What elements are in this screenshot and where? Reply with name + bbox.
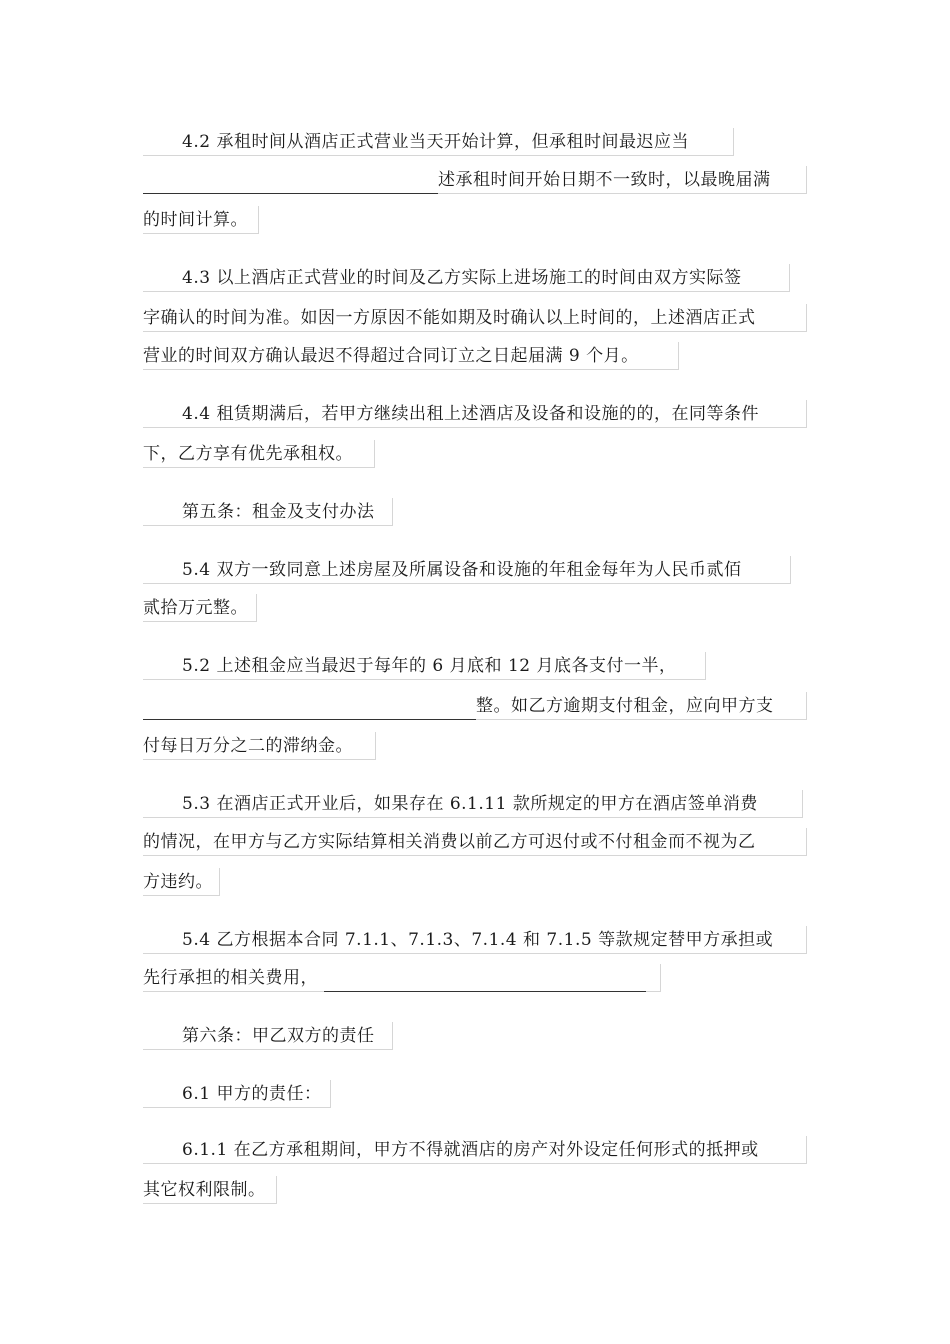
paragraph-5-2-line-1: 5.2 上述租金应当最迟于每年的 6 月底和 12 月底各支付一半， <box>143 652 706 680</box>
paragraph-4-2-line-2 <box>143 166 807 194</box>
paragraph-4-3-line-3: 营业的时间双方确认最迟不得超过合同订立之日起届满 9 个月。 <box>143 342 679 370</box>
fill-in-blank <box>143 697 476 720</box>
paragraph-4-3-line-2: 字确认的时间为准。如因一方原因不能如期及时确认以上时间的，上述酒店正式 <box>143 304 807 332</box>
article-5-heading: 第五条：租金及支付办法 <box>143 498 393 526</box>
paragraph-6-1-1-line-1: 6.1.1 在乙方承租期间，甲方不得就酒店的房产对外设定任何形式的抵押或 <box>143 1136 807 1164</box>
paragraph-5-4a-line-1: 5.4 双方一致同意上述房屋及所属设备和设施的年租金每年为人民币贰佰 <box>143 556 791 584</box>
paragraph-6-1-1-line-2: 其它权利限制。 <box>143 1176 277 1204</box>
section-6-1-heading: 6.1 甲方的责任： <box>143 1080 331 1108</box>
paragraph-4-2-line-2-text: 述承租时间开始日期不一致时，以最晚届满 <box>438 170 771 190</box>
paragraph-5-2-line-3: 付每日万分之二的滞纳金。 <box>143 732 376 760</box>
paragraph-5-2-line-2 <box>143 692 807 720</box>
paragraph-4-3-line-1: 4.3 以上酒店正式营业的时间及乙方实际上进场施工的时间由双方实际签 <box>143 264 790 292</box>
paragraph-5-3-line-2: 的情况，在甲方与乙方实际结算相关消费以前乙方可迟付或不付租金而不视为乙 <box>143 828 807 856</box>
fill-in-blank <box>324 969 646 992</box>
paragraph-4-4-line-1: 4.4 租赁期满后，若甲方继续出租上述酒店及设备和设施的的，在同等条件 <box>143 400 807 428</box>
paragraph-5-4b-line-2-text: 先行承担的相关费用， <box>143 968 318 988</box>
paragraph-5-3-line-3: 方违约。 <box>143 868 220 896</box>
paragraph-4-2-line-3: 的时间计算。 <box>143 206 259 234</box>
paragraph-4-2-line-1: 4.2 承租时间从酒店正式营业当天开始计算，但承租时间最迟应当 <box>143 128 734 156</box>
paragraph-5-4b-line-1: 5.4 乙方根据本合同 7.1.1、7.1.3、7.1.4 和 7.1.5 等款规定替甲方承担或 <box>143 926 807 954</box>
paragraph-5-4b-line-2 <box>143 964 661 992</box>
paragraph-5-3-line-1: 5.3 在酒店正式开业后，如果存在 6.1.11 款所规定的甲方在酒店签单消费 <box>143 790 803 818</box>
article-6-heading: 第六条：甲乙双方的责任 <box>143 1022 393 1050</box>
fill-in-blank <box>143 171 438 194</box>
paragraph-5-4a-line-2: 贰拾万元整。 <box>143 594 257 622</box>
paragraph-5-2-line-2-text: 整。如乙方逾期支付租金，应向甲方支 <box>476 696 774 716</box>
paragraph-4-4-line-2: 下，乙方享有优先承租权。 <box>143 440 375 468</box>
